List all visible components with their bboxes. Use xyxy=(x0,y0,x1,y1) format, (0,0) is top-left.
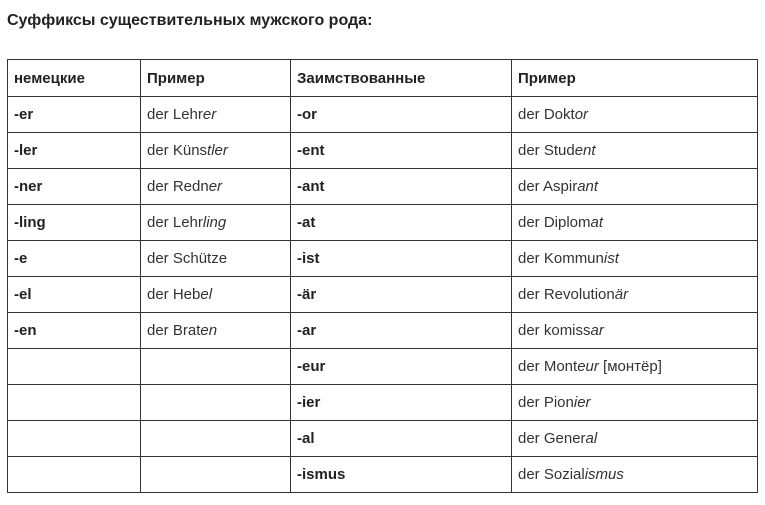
example-stem: der Dokt xyxy=(518,106,575,123)
german-example-cell xyxy=(141,385,291,421)
example-suffix-italic: ier xyxy=(573,394,591,411)
loan-suffix-cell: -or xyxy=(291,97,512,133)
table-row xyxy=(8,169,758,205)
example-suffix-italic: ist xyxy=(603,250,619,267)
example-suffix-italic: eur xyxy=(577,358,599,375)
loan-example-cell xyxy=(512,457,758,493)
german-suffix-cell: -el xyxy=(8,277,141,313)
german-suffix-cell xyxy=(8,349,141,385)
table-row xyxy=(8,349,758,385)
table-body xyxy=(8,97,758,493)
example-stem: der Küns xyxy=(147,142,208,159)
loan-suffix-cell: -ismus xyxy=(291,457,512,493)
loan-example-cell xyxy=(512,313,758,349)
example-stem: der Diplom xyxy=(518,214,591,231)
loan-suffix-cell: -ier xyxy=(291,385,512,421)
loan-example-cell xyxy=(512,97,758,133)
loan-suffix-cell: -ist xyxy=(291,241,512,277)
example-suffix-italic: är xyxy=(614,286,629,303)
example-translation-note: [монтёр] xyxy=(598,358,662,375)
suffix-table xyxy=(7,59,758,493)
example-stem: der Kommun xyxy=(518,250,604,267)
german-suffix-cell xyxy=(8,457,141,493)
example-stem: der Brat xyxy=(147,322,201,339)
german-example-cell xyxy=(141,205,291,241)
loan-suffix-cell: -ent xyxy=(291,133,512,169)
page-title: Суффиксы существительных мужского рода: xyxy=(7,12,373,29)
german-example-cell xyxy=(141,241,291,277)
example-suffix-italic: er xyxy=(208,178,223,195)
german-example-cell xyxy=(141,457,291,493)
german-example-cell xyxy=(141,421,291,457)
german-example-cell xyxy=(141,313,291,349)
example-suffix-italic: el xyxy=(200,286,213,303)
example-stem: der Redn xyxy=(147,178,209,195)
table-row xyxy=(8,277,758,313)
loan-suffix-cell: -eur xyxy=(291,349,512,385)
table-header-row xyxy=(8,60,758,97)
german-example-cell xyxy=(141,349,291,385)
german-suffix-cell: -e xyxy=(8,241,141,277)
loan-example-cell xyxy=(512,241,758,277)
example-suffix-italic: ar xyxy=(590,322,604,339)
loan-suffix-cell: -at xyxy=(291,205,512,241)
example-suffix-italic: ismus xyxy=(584,466,624,483)
example-stem: der Pion xyxy=(518,394,574,411)
loan-suffix-cell: -al xyxy=(291,421,512,457)
table-row xyxy=(8,133,758,169)
loan-example-cell xyxy=(512,133,758,169)
example-stem: der Revolution xyxy=(518,286,615,303)
table-row xyxy=(8,385,758,421)
german-suffix-cell: -en xyxy=(8,313,141,349)
german-example-cell xyxy=(141,277,291,313)
example-stem: der Schütze xyxy=(147,250,228,267)
loan-example-cell xyxy=(512,277,758,313)
example-stem: der Mont xyxy=(518,358,578,375)
example-stem: der Heb xyxy=(147,286,201,303)
table-row xyxy=(8,205,758,241)
loan-example-cell xyxy=(512,421,758,457)
table-row xyxy=(8,457,758,493)
table-row xyxy=(8,241,758,277)
german-example-cell xyxy=(141,133,291,169)
loan-example-cell xyxy=(512,385,758,421)
example-suffix-italic: or xyxy=(574,106,589,123)
header-german-suffix: немецкие xyxy=(8,60,141,97)
table-row xyxy=(8,313,758,349)
example-suffix-italic: ling xyxy=(202,214,227,231)
german-suffix-cell: -ling xyxy=(8,205,141,241)
german-example-cell xyxy=(141,169,291,205)
german-suffix-cell: -ler xyxy=(8,133,141,169)
example-stem: der Lehr xyxy=(147,214,203,231)
loan-suffix-cell: -är xyxy=(291,277,512,313)
example-stem: der komiss xyxy=(518,322,591,339)
example-suffix-italic: tler xyxy=(207,142,228,159)
example-stem: der Lehr xyxy=(147,106,203,123)
header-loan-suffix: Заимствованные xyxy=(291,60,512,97)
example-suffix-italic: en xyxy=(200,322,218,339)
german-suffix-cell xyxy=(8,385,141,421)
header-german-example: Пример xyxy=(141,60,291,97)
table-row xyxy=(8,97,758,133)
loan-suffix-cell: -ar xyxy=(291,313,512,349)
header-loan-example: Пример xyxy=(512,60,758,97)
loan-example-cell xyxy=(512,169,758,205)
german-example-cell xyxy=(141,97,291,133)
example-stem: der Gener xyxy=(518,430,586,447)
loan-suffix-cell: -ant xyxy=(291,169,512,205)
example-suffix-italic: ent xyxy=(574,142,596,159)
loan-example-cell xyxy=(512,349,758,385)
german-suffix-cell: -ner xyxy=(8,169,141,205)
example-suffix-italic: al xyxy=(585,430,598,447)
german-suffix-cell xyxy=(8,421,141,457)
example-stem: der Stud xyxy=(518,142,575,159)
example-stem: der Aspir xyxy=(518,178,578,195)
loan-example-cell xyxy=(512,205,758,241)
example-stem: der Sozial xyxy=(518,466,585,483)
table-row xyxy=(8,421,758,457)
german-suffix-cell: -er xyxy=(8,97,141,133)
example-suffix-italic: ant xyxy=(577,178,599,195)
example-suffix-italic: er xyxy=(202,106,217,123)
example-suffix-italic: at xyxy=(590,214,604,231)
